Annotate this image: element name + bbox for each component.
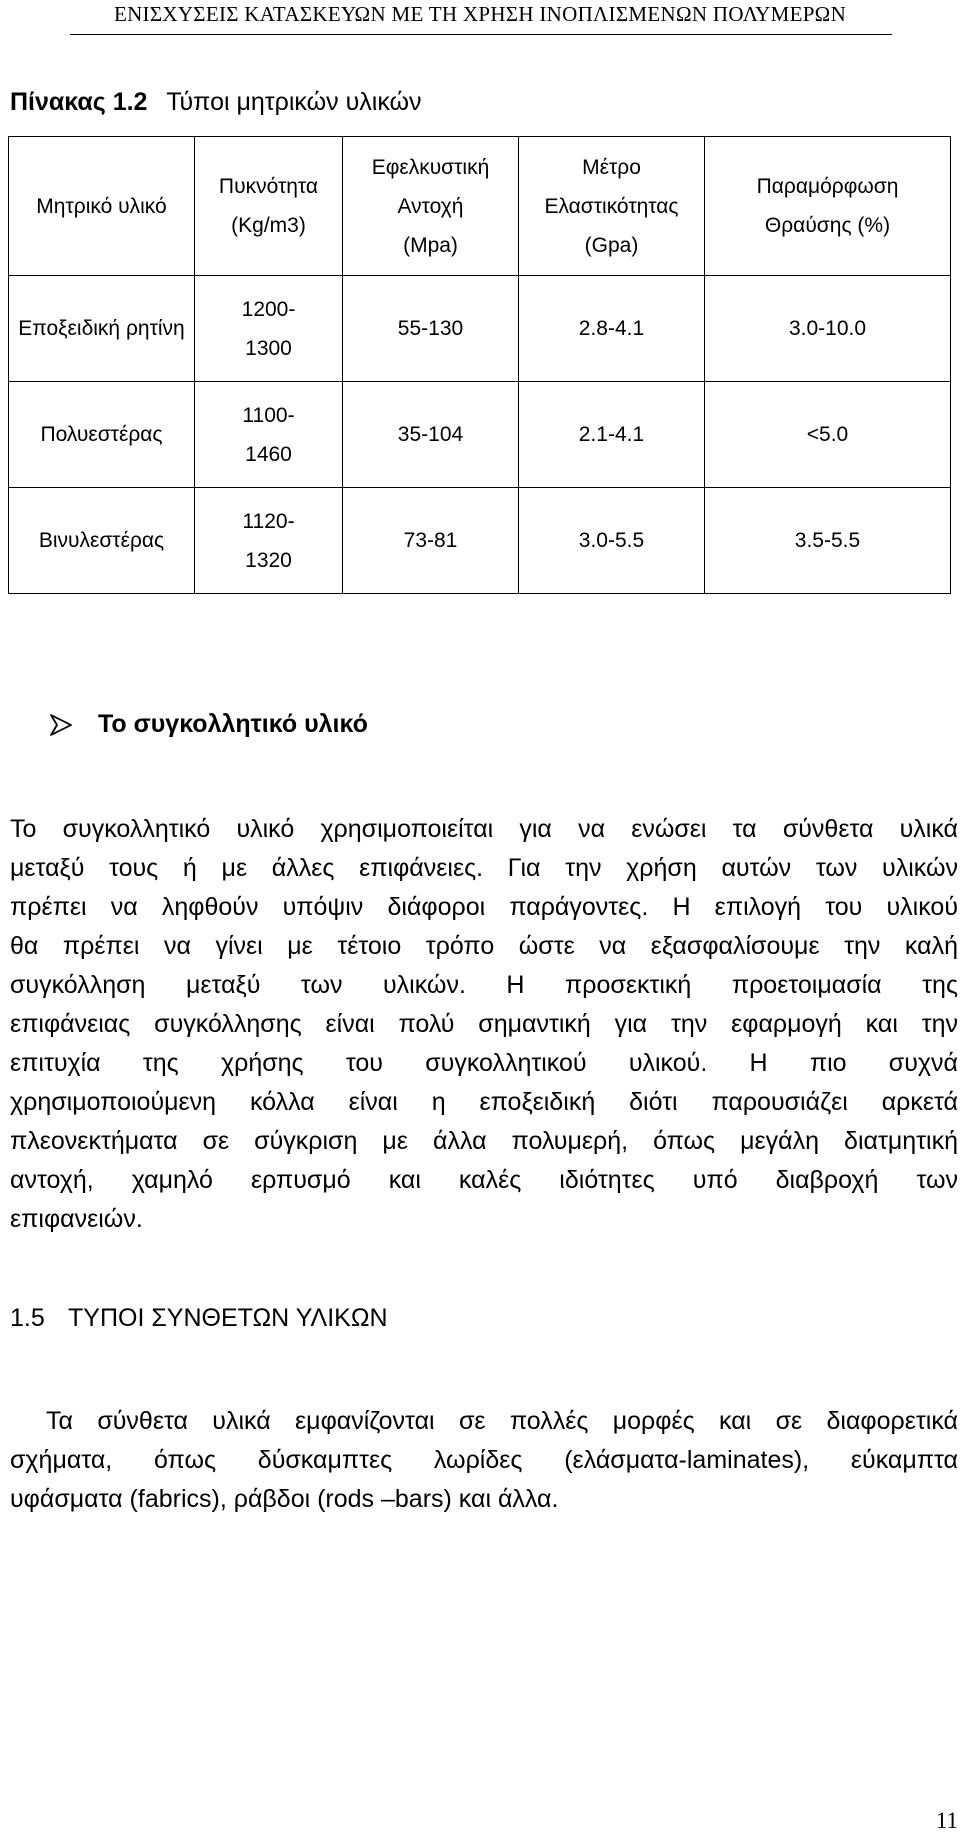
strain-cell: 3.0-10.0: [705, 276, 951, 382]
paragraph-line: θα πρέπει να γίνει με τέτοιο τρόπο ώστε να εξασφαλίσουμε την καλή: [10, 932, 958, 960]
paragraph-line: χρησιμοποιούμενη κόλλα είναι η εποξειδική διότι παρουσιάζει αρκετά: [10, 1088, 958, 1116]
modulus-cell: 2.1-4.1: [519, 382, 705, 488]
density-cell: 1120- 1320: [195, 488, 343, 594]
table-row: [9, 382, 951, 488]
modulus-cell: 3.0-5.5: [519, 488, 705, 594]
table-row: [9, 276, 951, 382]
header-divider: [70, 34, 892, 35]
paragraph-line: Το συγκολλητικό υλικό χρησιμοποιείται για να ενώσει τα σύνθετα υλικά: [10, 815, 958, 843]
adhesive-heading: [50, 710, 368, 739]
paragraph-line: επιφανειών.: [10, 1205, 143, 1233]
density-cell: 1100- 1460: [195, 382, 343, 488]
paragraph-line: σχήματα, όπως δύσκαμπτες λωρίδες (ελάσματα-laminates), εύκαμπτα: [10, 1446, 958, 1474]
section-title: ΤΥΠΟΙ ΣΥΝΘΕΤΩΝ ΥΛΙΚΩΝ: [68, 1304, 388, 1332]
paragraph-line: Τα σύνθετα υλικά εμφανίζονται σε πολλές μορφές και σε διαφορετικά: [46, 1407, 958, 1435]
table-caption-label: Πίνακας 1.2: [10, 88, 148, 116]
paragraph-line: συγκόλληση μεταξύ των υλικών. Η προσεκτική προετοιμασία της: [10, 971, 958, 999]
composites-paragraph: [10, 1402, 958, 1519]
paragraph-line: αντοχή, χαμηλό ερπυσμό και καλές ιδιότητες υπό διαβροχή των: [10, 1166, 958, 1194]
column-header-failure-strain: Παραμόρφωση Θραύσης (%): [705, 137, 951, 276]
table-row: [9, 488, 951, 594]
table-caption: [10, 88, 422, 117]
adhesive-paragraph: [10, 810, 958, 1239]
running-header: ΕΝΙΣΧΥΣΕΙΣ ΚΑΤΑΣΚΕΥΩΝ ΜΕ ΤΗ ΧΡΗΣΗ ΙΝΟΠΛΙΣΜΕΝΩΝ ΠΟΛΥΜΕΡΩΝ: [113, 2, 847, 26]
paragraph-line: επιφάνειας συγκόλλησης είναι πολύ σημαντική για την εφαρμογή και την: [10, 1010, 958, 1038]
material-cell: Εποξειδική ρητίνη: [9, 276, 195, 382]
table-caption-text: Τύποι μητρικών υλικών: [166, 88, 422, 116]
material-cell: Βινυλεστέρας: [9, 488, 195, 594]
paragraph-line: πλεονεκτήματα σε σύγκριση με άλλα πολυμερή, όπως μεγάλη διατμητική: [10, 1127, 958, 1155]
paragraph-line: υφάσματα (fabrics), ράβδοι (rods –bars) και άλλα.: [10, 1485, 559, 1513]
strain-cell: 3.5-5.5: [705, 488, 951, 594]
tensile-cell: 55-130: [343, 276, 519, 382]
adhesive-heading-text: Το συγκολλητικό υλικό: [98, 710, 368, 738]
tensile-cell: 73-81: [343, 488, 519, 594]
density-cell: 1200- 1300: [195, 276, 343, 382]
page-number: 11: [935, 1808, 958, 1833]
column-header-elastic-modulus: Μέτρο Ελαστικότητας (Gpa): [519, 137, 705, 276]
column-header-material: Μητρικό υλικό: [9, 137, 195, 276]
paragraph-line: πρέπει να ληφθούν υπόψιν διάφοροι παράγοντες. Η επιλογή του υλικού: [10, 893, 958, 921]
paragraph-line: μεταξύ τους ή με άλλες επιφάνειες. Για την χρήση αυτών των υλικών: [10, 854, 958, 882]
tensile-cell: 35-104: [343, 382, 519, 488]
table-header-row: [9, 137, 951, 276]
column-header-density: Πυκνότητα (Kg/m3): [195, 137, 343, 276]
section-heading: [10, 1304, 388, 1333]
modulus-cell: 2.8-4.1: [519, 276, 705, 382]
arrowhead-bullet-icon: [50, 713, 72, 737]
strain-cell: <5.0: [705, 382, 951, 488]
matrix-materials-table: [8, 136, 951, 594]
material-cell: Πολυεστέρας: [9, 382, 195, 488]
paragraph-line: επιτυχία της χρήσης του συγκολλητικού υλικού. Η πιο συχνά: [10, 1049, 958, 1077]
column-header-tensile-strength: Εφελκυστική Αντοχή (Mpa): [343, 137, 519, 276]
section-number: 1.5: [10, 1304, 45, 1332]
